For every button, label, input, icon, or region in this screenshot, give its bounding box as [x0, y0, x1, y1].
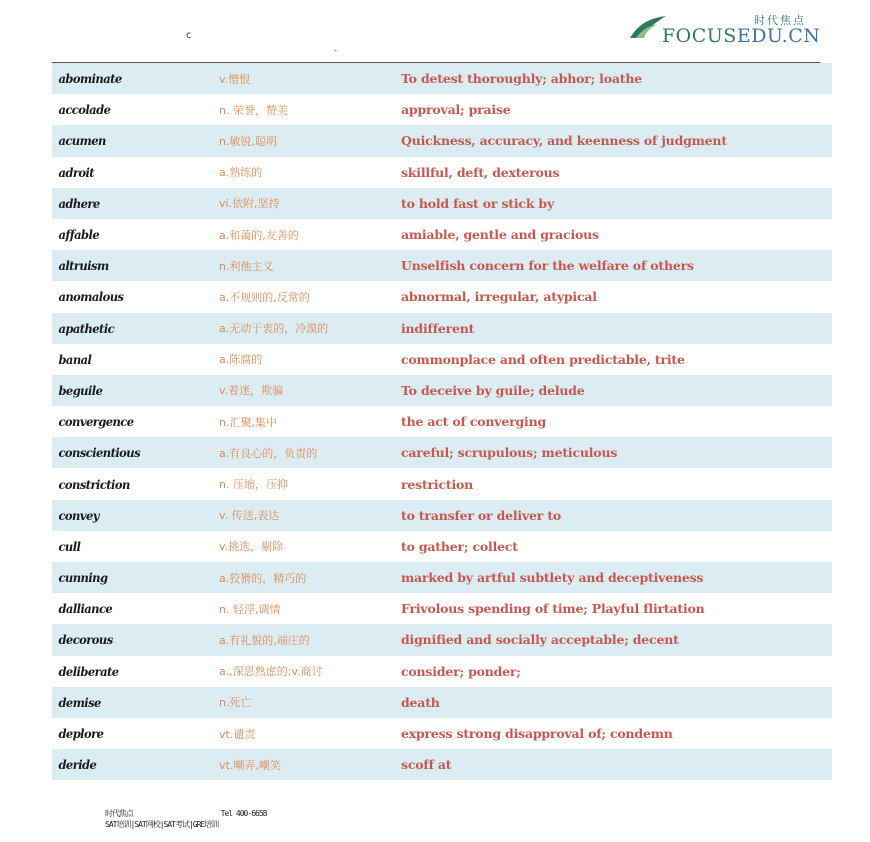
vocab-definition: careful; scrupulous; meticulous [401, 445, 618, 461]
vocab-word: decorous [58, 632, 113, 648]
table-row [52, 63, 832, 94]
vocab-part-of-speech: a.无动于衷的，冷漠的 [219, 322, 329, 336]
vocab-definition: marked by artful subtlety and deceptiveness [401, 570, 704, 586]
vocab-word: convergence [58, 414, 134, 430]
vocab-part-of-speech: a.有礼貌的,端庄的 [219, 633, 310, 647]
vocab-part-of-speech: a.和蔼的,友善的 [219, 228, 299, 242]
vocab-word: adhere [58, 195, 100, 211]
vocabulary-table [52, 63, 832, 780]
stray-mark-2: - [334, 46, 337, 55]
vocab-part-of-speech: n.敏锐,聪明 [219, 134, 277, 148]
vocab-part-of-speech: a.熟练的 [219, 166, 263, 180]
table-row [52, 500, 832, 531]
vocab-definition: death [401, 694, 440, 710]
table-row [52, 624, 832, 655]
vocab-part-of-speech: v.憎恨 [219, 72, 251, 86]
vocab-definition: consider; ponder; [401, 663, 521, 679]
logo-english-text [662, 25, 820, 47]
vocab-definition: amiable, gentle and gracious [401, 227, 599, 243]
vocab-definition: restriction [401, 476, 474, 492]
vocab-word: apathetic [58, 320, 115, 336]
vocab-definition: To deceive by guile; delude [401, 382, 585, 398]
table-row [52, 749, 832, 780]
table-row [52, 531, 832, 562]
vocab-word: acumen [58, 133, 106, 149]
vocab-definition: to hold fast or stick by [401, 195, 555, 211]
vocab-word: affable [58, 227, 100, 243]
vocab-part-of-speech: n.死亡 [219, 696, 252, 710]
vocab-word: anomalous [58, 289, 124, 305]
vocab-part-of-speech: a.,深思熟虑的;v.商讨 [219, 665, 323, 679]
vocab-word: convey [58, 507, 99, 523]
table-row [52, 468, 832, 499]
vocab-definition: the act of converging [401, 414, 547, 430]
vocab-word: beguile [58, 382, 103, 398]
vocab-definition: express strong disapproval of; condemn [401, 726, 673, 742]
table-row [52, 375, 832, 406]
vocab-word: conscientious [58, 445, 141, 461]
table-row [52, 437, 832, 468]
logo-chinese-text: 时代焦点 [754, 14, 806, 27]
vocab-part-of-speech: a.不规则的,反常的 [219, 290, 310, 304]
vocab-definition: Unselfish concern for the welfare of others [401, 258, 694, 274]
vocab-part-of-speech: a.狡猾的，精巧的 [219, 571, 307, 585]
table-row [52, 281, 832, 312]
vocab-definition: abnormal, irregular, atypical [401, 289, 597, 305]
vocab-word: cull [58, 538, 81, 554]
table-row [52, 219, 832, 250]
vocab-part-of-speech: v.着迷，欺骗 [219, 384, 284, 398]
vocab-word: banal [58, 351, 92, 367]
vocab-definition: Frivolous spending of time; Playful flirtation [401, 601, 705, 617]
vocab-word: abominate [58, 71, 122, 87]
footer-phone: Tel 400-6658 [220, 809, 267, 818]
footer-line-2: SAT培训|SAT网校|SAT考试|GRE培训 [105, 820, 219, 829]
table-row [52, 406, 832, 437]
footer-brand: 时代焦点 [105, 809, 133, 818]
vocab-word: deplore [58, 726, 104, 742]
table-row [52, 593, 832, 624]
table-row [52, 718, 832, 749]
vocab-word: dalliance [58, 601, 113, 617]
table-row [52, 313, 832, 344]
vocab-word: cunning [58, 570, 108, 586]
vocab-part-of-speech: n. 荣誉，赞美 [219, 103, 288, 117]
vocab-part-of-speech: v.挑选，剔除 [219, 540, 284, 554]
table-row [52, 250, 832, 281]
logo-focus: FOCUS [662, 25, 737, 47]
logo-edu: EDU.CN [736, 25, 821, 47]
vocab-definition: dignified and socially acceptable; decent [401, 632, 679, 648]
table-row [52, 157, 832, 188]
vocab-part-of-speech: n. 轻浮,调情 [219, 602, 281, 616]
vocab-definition: to gather; collect [401, 538, 518, 554]
table-row [52, 344, 832, 375]
vocab-definition: Quickness, accuracy, and keenness of judgment [401, 133, 727, 149]
vocab-word: accolade [58, 102, 111, 118]
vocab-definition: indifferent [401, 320, 475, 336]
vocab-word: adroit [58, 164, 95, 180]
vocab-part-of-speech: vt.嘲弄,嘲笑 [219, 758, 281, 772]
vocab-definition: To detest thoroughly; abhor; loathe [401, 71, 642, 87]
footer-line-1 [105, 808, 266, 819]
vocab-definition: scoff at [401, 757, 452, 773]
vocab-word: deliberate [58, 663, 119, 679]
table-row [52, 94, 832, 125]
table-row [52, 687, 832, 718]
vocab-part-of-speech: n.汇聚,集中 [219, 415, 277, 429]
vocab-part-of-speech: v. 传送,表达 [219, 509, 280, 523]
vocab-part-of-speech: vi.依附,坚持 [219, 197, 280, 211]
focusedu-logo [628, 12, 828, 46]
vocab-word: altruism [58, 258, 109, 274]
table-row [52, 656, 832, 687]
vocab-definition: approval; praise [401, 102, 511, 118]
vocab-definition: to transfer or deliver to [401, 507, 562, 523]
table-row [52, 188, 832, 219]
vocab-definition: commonplace and often predictable, trite [401, 351, 685, 367]
vocab-part-of-speech: a.有良心的，负责的 [219, 446, 318, 460]
vocab-definition: skillful, deft, dexterous [401, 164, 560, 180]
vocab-word: deride [58, 757, 97, 773]
vocab-part-of-speech: n.利他主义 [219, 259, 274, 273]
vocab-word: demise [58, 694, 101, 710]
vocab-word: constriction [58, 476, 130, 492]
vocab-part-of-speech: a.陈腐的 [219, 353, 263, 367]
vocab-part-of-speech: vt.谴责 [219, 727, 256, 741]
vocab-part-of-speech: n. 压缩，压抑 [219, 478, 288, 492]
table-row [52, 125, 832, 156]
stray-mark: c [186, 30, 192, 41]
table-row [52, 562, 832, 593]
